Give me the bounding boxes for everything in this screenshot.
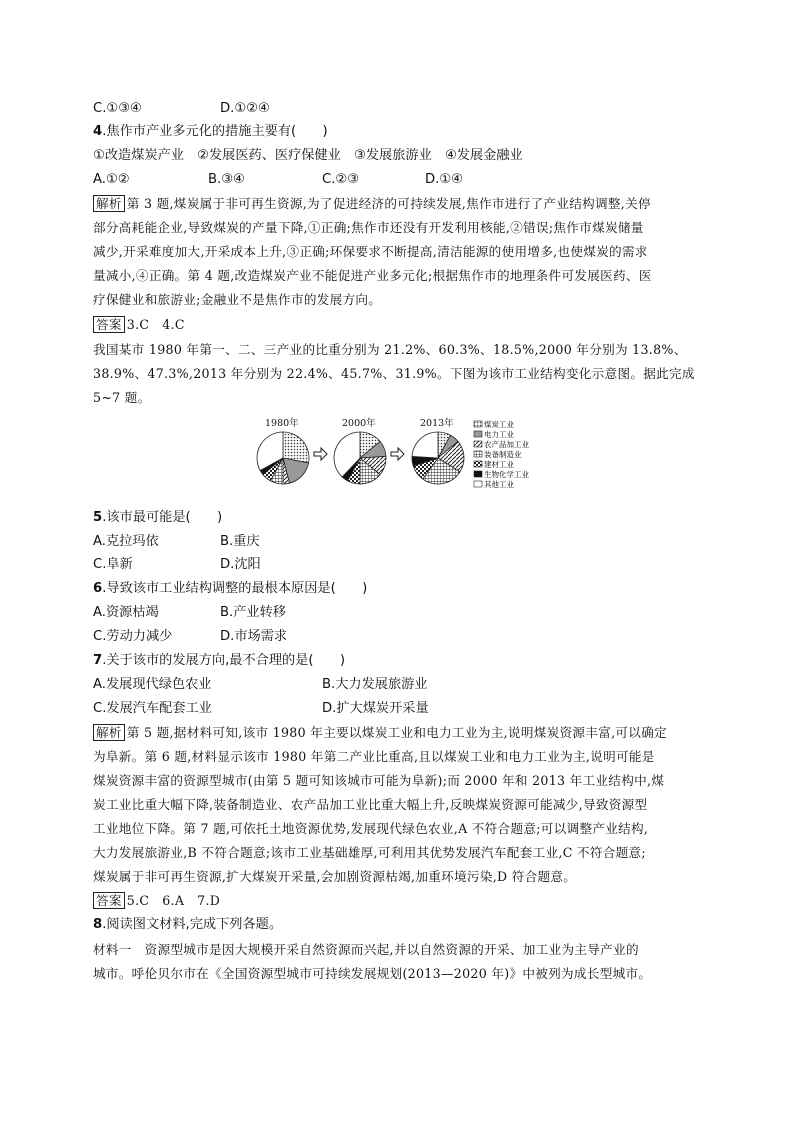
analysis1-line-1: [93, 195, 651, 213]
q4-option-d[interactable]: D.①④: [425, 172, 463, 187]
answer2: [93, 892, 220, 910]
analysis2-line-3: 煤炭资源丰富的资源型城市(由第 5 题可知该城市可能为阜新);而 2000 年和 2013 年工业结构中,煤: [93, 773, 665, 788]
legend-swatch-coal: [474, 421, 482, 427]
analysis1-text-1: 第 3 题,煤炭属于非可再生资源,为了促进经济的可持续发展,焦作市进行了产业结构调整,关停: [126, 196, 651, 211]
legend-label-coal: 煤炭工业: [484, 420, 514, 429]
analysis2-line-2: 为阜新。第 6 题,材料显示该市 1980 年第二产业比重高,且以煤炭工业和电力工业为主,说明可能是: [93, 749, 655, 764]
analysis1-line-3: 减少,开采难度加大,开采成本上升,③正确;环保要求不断提高,清洁能源的使用增多,也使煤炭的需求: [93, 244, 648, 259]
q6-option-b[interactable]: B.产业转移: [220, 605, 286, 620]
legend-label-equip: 装备制造业: [484, 450, 522, 459]
q4-option-c[interactable]: C.②③: [322, 172, 360, 187]
arrow-icon-2: [391, 448, 404, 460]
q8-stem: [93, 916, 282, 934]
year-label-2013: 2013年: [420, 418, 454, 429]
analysis2-text-1: 第 5 题,据材料可知,该市 1980 年主要以煤炭工业和电力工业为主,说明煤炭资源丰富,可以确定: [126, 725, 667, 740]
q7-option-b[interactable]: B.大力发展旅游业: [322, 677, 428, 692]
analysis1-line-4: 量减小,④正确。第 4 题,改造煤炭产业不能促进产业多元化;根据焦作市的地理条件可发展医药、医: [93, 268, 652, 283]
q4-stem: [93, 123, 328, 141]
q8-stem-text: .阅读图文材料,完成下列各题。: [102, 917, 283, 932]
legend-swatch-other: [474, 481, 482, 487]
q7-number: 7: [93, 653, 103, 668]
legend-swatch-agri: [474, 441, 482, 447]
analysis2-line-1: [93, 724, 667, 742]
analysis1-line-2: 部分高耗能企业,导致煤炭的产量下降,①正确;焦作市还没有开发利用核能,②错误;焦作市煤炭储量: [93, 220, 644, 235]
analysis2-line-6: 大力发展旅游业,B 不符合题意;该市工业基础雄厚,可利用其优势发展汽车配套工业,C 不符合题意;: [93, 845, 646, 860]
q4-stem-text: .焦作市产业多元化的措施主要有( ): [102, 124, 328, 139]
q7-stem: [93, 652, 345, 670]
q7-option-a[interactable]: A.发展现代绿色农业: [93, 677, 212, 692]
q6-stem: [93, 580, 367, 598]
legend-label-agri: 农产品加工业: [484, 440, 529, 449]
q6-option-c[interactable]: C.劳动力减少: [93, 629, 173, 644]
q6-number: 6: [93, 581, 103, 596]
material1-line-1: 材料一 资源型城市是因大规模开采自然资源而兴起,并以自然资源的开采、加工业为主导产业的: [93, 942, 639, 957]
answer1-text: 3.C 4.C: [126, 317, 185, 332]
q6-option-d[interactable]: D.市场需求: [220, 629, 288, 644]
q7-option-d[interactable]: D.扩大煤炭开采量: [322, 701, 429, 716]
legend-swatch-building: [474, 461, 482, 467]
q8-number: 8: [93, 917, 103, 932]
analysis-tag: 解析: [93, 195, 125, 212]
q4-option-b[interactable]: B.③④: [208, 172, 245, 187]
q7-stem-text: .关于该市的发展方向,最不合理的是( ): [102, 653, 346, 668]
q5-option-d[interactable]: D.沈阳: [220, 557, 261, 572]
pie-0-slice-0: [283, 432, 309, 463]
analysis-tag: 解析: [93, 724, 125, 741]
q4-number: 4: [93, 124, 103, 139]
material1-line-2: 城市。呼伦贝尔市在《全国资源型城市可持续发展规划(2013—2020 年)》中被列为成长型城市。: [93, 966, 652, 981]
answer1: [93, 316, 185, 334]
analysis2-line-4: 炭工业比重大幅下降,装备制造业、农产品加工业比重大幅上升,反映煤炭资源可能减少,导致资源型: [93, 797, 648, 812]
year-label-2000: 2000年: [342, 418, 376, 429]
q5-number: 5: [93, 510, 103, 525]
q4-items: ①改造煤炭产业 ②发展医药、医疗保健业 ③发展旅游业 ④发展金融业: [93, 148, 523, 163]
arrow-icon-1: [314, 448, 327, 460]
legend-swatch-equip: [474, 451, 482, 457]
analysis2-line-5: 工业地位下降。第 7 题,可依托土地资源优势,发展现代绿色农业,A 不符合题意;可以调整产业结构,: [93, 821, 649, 836]
legend-swatch-power: [474, 431, 482, 437]
analysis2-line-7: 煤炭属于非可再生资源,扩大煤炭开采量,会加剧资源枯竭,加重环境污染,D 符合题意。: [93, 869, 577, 884]
legend-swatch-biochem: [474, 471, 482, 477]
pie-2-slice-6: [412, 432, 438, 458]
legend-label-building: 建材工业: [484, 460, 514, 469]
material-line-3: 5~7 题。: [93, 390, 151, 405]
q6-stem-text: .导致该市工业结构调整的最根本原因是( ): [102, 581, 368, 596]
year-label-1980: 1980年: [265, 418, 299, 429]
legend-label-other: 其他工业: [484, 480, 514, 489]
q5-option-c[interactable]: C.阜新: [93, 557, 133, 572]
q4-option-a[interactable]: A.①②: [93, 172, 130, 187]
legend-label-power: 电力工业: [484, 430, 514, 439]
material-line-1: 我国某市 1980 年第一、二、三产业的比重分别为 21.2%、60.3%、18.5%,2000 年分别为 13.8%、: [93, 342, 687, 357]
q7-option-c[interactable]: C.发展汽车配套工业: [93, 701, 212, 716]
q5-stem-text: .该市最可能是( ): [102, 510, 223, 525]
q6-option-a[interactable]: A.资源枯竭: [93, 605, 159, 620]
material-line-2: 38.9%、47.3%,2013 年分别为 22.4%、45.7%、31.9%。下图为该市工业结构变化示意图。据此完成: [93, 366, 695, 381]
industry-structure-figure: [248, 412, 548, 502]
answer-tag: 答案: [93, 316, 125, 333]
legend: [474, 419, 529, 489]
q5-option-b[interactable]: B.重庆: [220, 534, 260, 549]
answer2-text: 5.C 6.A 7.D: [126, 893, 221, 908]
q3-option-d[interactable]: D.①②④: [220, 101, 270, 116]
answer-tag: 答案: [93, 892, 125, 909]
q5-stem: [93, 509, 222, 527]
analysis1-line-5: 疗保健业和旅游业;金融业不是焦作市的发展方向。: [93, 292, 382, 307]
q3-option-c[interactable]: C.①③④: [93, 101, 142, 116]
q5-option-a[interactable]: A.克拉玛依: [93, 534, 159, 549]
legend-label-biochem: 生物化学工业: [484, 470, 529, 479]
